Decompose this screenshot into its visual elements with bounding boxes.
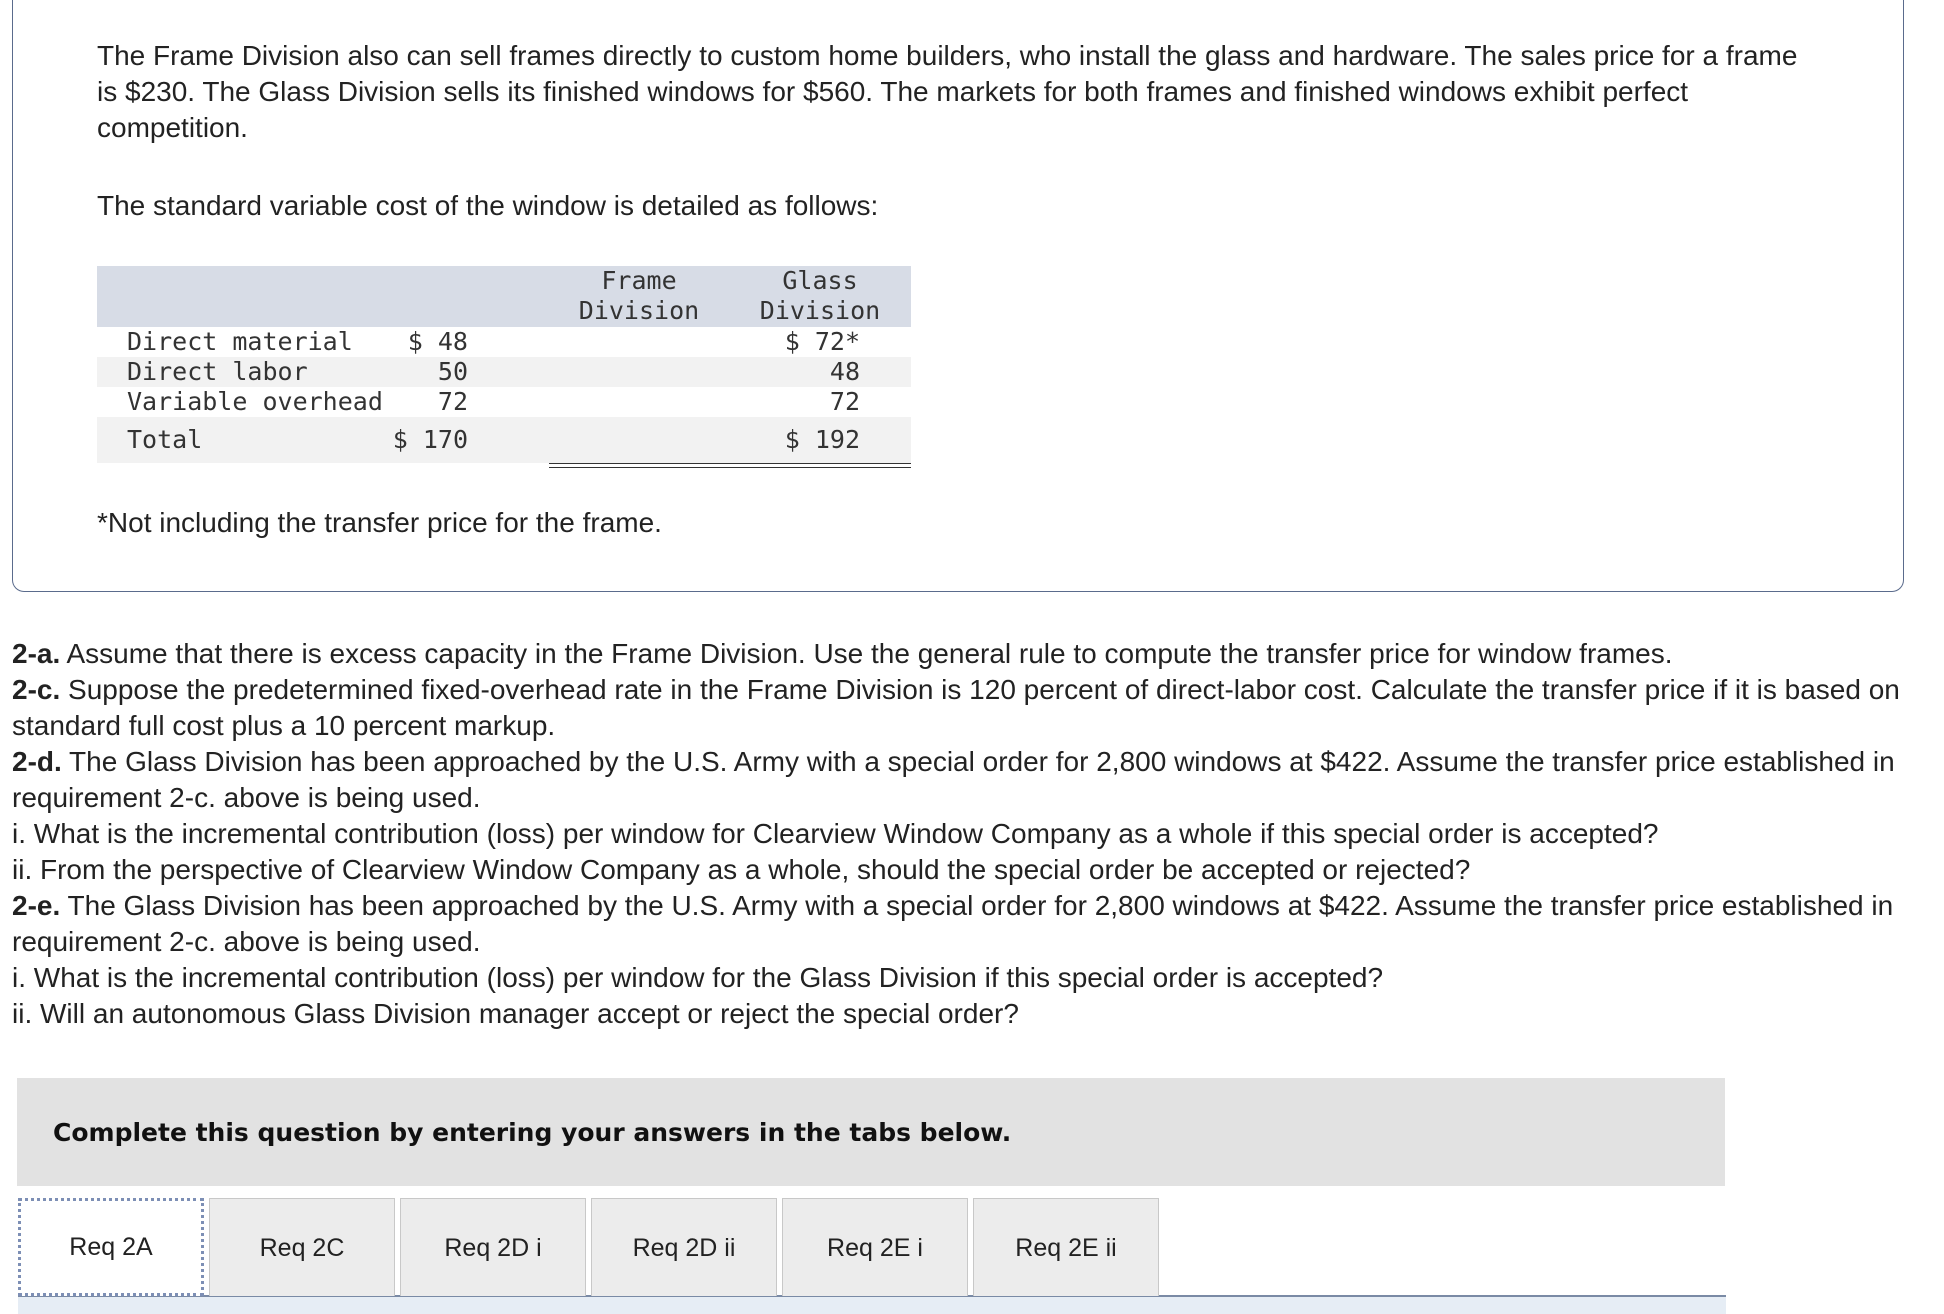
glass-value: $ 72* [784, 327, 860, 356]
instructions-banner [17, 1078, 1725, 1186]
table-footnote: *Not including the transfer price for the frame. [97, 507, 662, 538]
tab-req-2e-i[interactable]: Req 2E i [782, 1198, 968, 1296]
requirement-2d-ii: ii. From the perspective of Clearview Window Company as a whole, should the special order be accepted or rejected? [12, 854, 1471, 885]
requirement-2d: 2-d. The Glass Division has been approached by the U.S. Army with a special order for 2,800 windows at $422. Assume the transfer price established in requirement 2-c. above is being used. [12, 746, 1895, 813]
row-label: Direct material [127, 327, 353, 356]
requirements-text [12, 636, 1912, 1032]
tab-req-2d-ii[interactable]: Req 2D ii [591, 1198, 777, 1296]
frame-value: 72 [437, 387, 468, 416]
glass-value: 48 [829, 357, 860, 386]
requirement-2e: 2-e. The Glass Division has been approached by the U.S. Army with a special order for 2,800 windows at $422. Assume the transfer price established in requirement 2-c. above is being used. [12, 890, 1894, 957]
frame-value: $ 48 [407, 327, 468, 356]
problem-intro: The Frame Division also can sell frames directly to custom home builders, who install the glass and hardware. The sales price for a frame is $230. The Glass Division sells its finished windows for $560. The markets for both frames and finished windows exhibit perfect competition. [97, 40, 1798, 143]
glass-value: 72 [829, 387, 860, 416]
table-header [97, 266, 911, 327]
row-label: Direct labor [127, 357, 308, 386]
instructions-text: Complete this question by entering your answers in the tabs below. [53, 1118, 1012, 1147]
tab-req-2a[interactable]: Req 2A [18, 1198, 204, 1296]
row-label: Variable overhead [127, 387, 383, 416]
requirement-2a: 2-a. Assume that there is excess capacity in the Frame Division. Use the general rule to compute the transfer price for window frames. [12, 638, 1673, 669]
tab-req-2d-i[interactable]: Req 2D i [400, 1198, 586, 1296]
requirement-2c: 2-c. Suppose the predetermined fixed-overhead rate in the Frame Division is 120 percent of direct-labor cost. Calculate the transfer price if it is based on standard full cost plus a 10 percent markup. [12, 674, 1900, 741]
row-label: Total [127, 425, 203, 454]
tab-req-2e-ii[interactable]: Req 2E ii [973, 1198, 1159, 1296]
table-row [97, 357, 911, 387]
total-double-rule [549, 463, 911, 468]
table-total-row [97, 417, 911, 463]
standard-cost-table [97, 266, 911, 463]
frame-total: $ 170 [392, 425, 468, 454]
frame-value: 50 [437, 357, 468, 386]
requirement-2d-i: i. What is the incremental contribution (loss) per window for Clearview Window Company as a whole if this special order is accepted? [12, 818, 1659, 849]
requirement-2e-ii: ii. Will an autonomous Glass Division manager accept or reject the special order? [12, 998, 1019, 1029]
glass-total: $ 192 [784, 425, 860, 454]
requirement-tabs [18, 1198, 1726, 1296]
table-row [97, 387, 911, 417]
frame-division-header: Frame Division [578, 266, 700, 325]
glass-division-header: Glass Division [759, 266, 881, 325]
tab-panel-top [18, 1297, 1726, 1314]
table-row [97, 327, 911, 357]
standard-cost-intro: The standard variable cost of the window is detailed as follows: [97, 190, 879, 221]
requirement-2e-i: i. What is the incremental contribution (loss) per window for the Glass Division if this special order is accepted? [12, 962, 1384, 993]
tab-req-2c[interactable]: Req 2C [209, 1198, 395, 1296]
